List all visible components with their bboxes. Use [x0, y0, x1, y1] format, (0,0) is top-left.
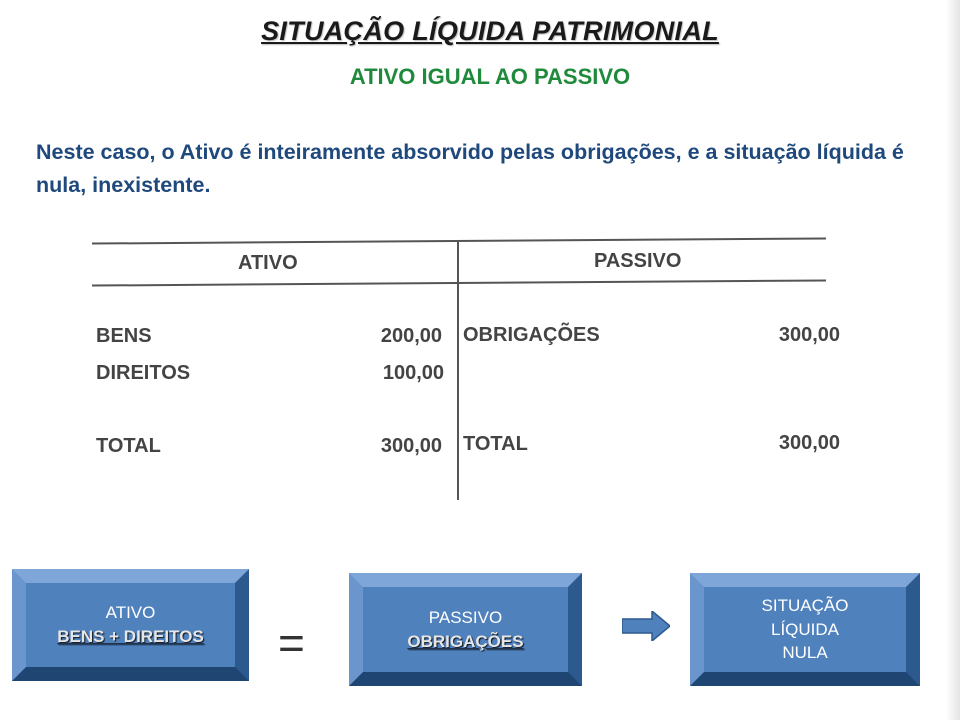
ativo-row-label: BENS — [96, 325, 152, 347]
situacao-box-line2: LÍQUIDA — [770, 619, 840, 639]
page-title: SITUAÇÃO LÍQUIDA PATRIMONIAL — [261, 16, 719, 46]
equals-sign: = — [278, 617, 305, 669]
right-arrow-icon — [622, 611, 670, 641]
passivo-box-detail: OBRIGAÇÕES — [407, 631, 524, 651]
situacao-liquida-box — [690, 573, 920, 686]
situacao-box-line1: SITUAÇÃO — [761, 595, 849, 615]
ativo-header: ATIVO — [238, 252, 298, 274]
passivo-row-value: 300,00 — [778, 324, 840, 346]
ativo-row-label: DIREITOS — [96, 362, 191, 384]
passivo-row-label: OBRIGAÇÕES — [463, 324, 600, 346]
ativo-total-value: 300,00 — [380, 435, 442, 457]
ativo-box-detail: BENS + DIREITOS — [57, 627, 204, 646]
situacao-box-line3: NULA — [782, 643, 828, 663]
passivo-box — [349, 573, 582, 686]
ativo-row-value: 100,00 — [382, 362, 444, 384]
ativo-box-title: ATIVO — [105, 603, 156, 623]
intro-paragraph: Neste caso, o Ativo é inteiramente absorvido pelas obrigações, e a situação líquida é nula, inexistente. — [36, 140, 904, 198]
passivo-header: PASSIVO — [594, 250, 682, 272]
t-account-top-line — [92, 237, 826, 244]
ativo-row-value: 200,00 — [380, 325, 442, 347]
ativo-total-label: TOTAL — [96, 435, 161, 457]
page-subtitle: ATIVO IGUAL AO PASSIVO — [349, 64, 631, 89]
passivo-box-title: PASSIVO — [428, 607, 503, 627]
slide-edge-shadow — [946, 0, 960, 720]
t-account-divider — [457, 242, 459, 500]
passivo-total-label: TOTAL — [463, 433, 528, 455]
ativo-box — [12, 569, 249, 681]
passivo-total-value: 300,00 — [778, 432, 840, 454]
t-account-header-line — [92, 279, 826, 286]
